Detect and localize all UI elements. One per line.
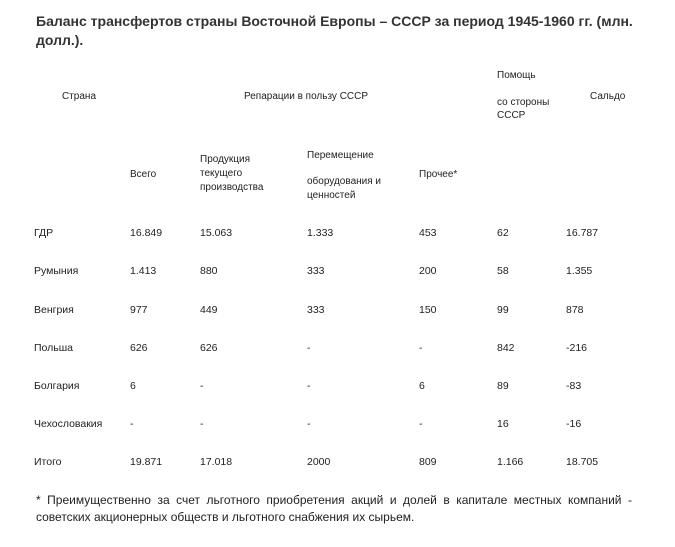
cell-total: 19.871 [130, 456, 163, 468]
cell-other: - [419, 418, 423, 430]
cell-relocation: 333 [307, 304, 325, 316]
footnote: * Преимущественно за счет льготного приобретения акций и долей в капитале местных компаний - советских акционерных обществ и льготного снабжения их сырьем. [36, 493, 632, 524]
cell-total: 977 [130, 304, 148, 316]
cell-country: Чехословакия [34, 418, 103, 430]
header-reparations: Репарации в пользу СССР [244, 91, 369, 102]
cell-country: ГДР [34, 227, 54, 239]
header-production-line1: Продукция [200, 154, 251, 165]
header-aid-line3: СССР [497, 110, 526, 121]
cell-other: 6 [419, 380, 425, 392]
cell-production: 449 [200, 304, 218, 316]
cell-production: 626 [200, 342, 218, 354]
cell-total: 6 [130, 380, 136, 392]
header-aid-line1: Помощь [497, 70, 536, 81]
cell-relocation: - [307, 342, 311, 354]
cell-total: 626 [130, 342, 148, 354]
cell-other: 809 [419, 456, 437, 468]
cell-other: 150 [419, 304, 437, 316]
header-total: Всего [130, 169, 157, 180]
cell-other: - [419, 342, 423, 354]
header-relocation-line2: оборудования и [307, 176, 382, 187]
cell-aid: 842 [497, 342, 515, 354]
cell-relocation: 1.333 [307, 227, 334, 239]
header-balance: Сальдо [590, 91, 626, 102]
cell-country: Румыния [34, 265, 79, 277]
cell-balance: 18.705 [566, 456, 599, 468]
header-relocation-line1: Перемещение [307, 150, 374, 161]
cell-total: - [130, 418, 134, 430]
cell-relocation: 2000 [307, 456, 331, 468]
cell-aid: 16 [497, 418, 509, 430]
cell-aid: 1.166 [497, 456, 524, 468]
header-production-line2: текущего [200, 168, 243, 179]
cell-aid: 99 [497, 304, 509, 316]
document-title: Баланс трансфертов страны Восточной Европы – СССР за период 1945-1960 гг. (млн. долл.). [36, 13, 633, 48]
header-other: Прочее* [419, 169, 458, 180]
cell-production: 880 [200, 265, 218, 277]
cell-balance: -83 [566, 380, 582, 392]
header-aid-line2: со стороны [497, 97, 550, 108]
cell-aid: 58 [497, 265, 509, 277]
header-country: Страна [62, 91, 97, 102]
header-production-line3: производства [200, 182, 264, 193]
cell-other: 200 [419, 265, 437, 277]
cell-balance: 16.787 [566, 227, 599, 239]
cell-country: Болгария [34, 380, 80, 392]
cell-relocation: 333 [307, 265, 325, 277]
cell-production: - [200, 418, 204, 430]
cell-other: 453 [419, 227, 437, 239]
cell-balance: 878 [566, 304, 584, 316]
cell-production: 15.063 [200, 227, 233, 239]
cell-country: Польша [34, 342, 74, 354]
cell-relocation: - [307, 380, 311, 392]
cell-balance: -216 [566, 342, 588, 354]
cell-aid: 62 [497, 227, 509, 239]
cell-total: 1.413 [130, 265, 157, 277]
header-relocation-line3: ценностей [307, 190, 356, 201]
cell-country: Венгрия [34, 304, 74, 316]
cell-production: 17.018 [200, 456, 233, 468]
cell-relocation: - [307, 418, 311, 430]
cell-balance: -16 [566, 418, 582, 430]
cell-balance: 1.355 [566, 265, 593, 277]
cell-total: 16.849 [130, 227, 163, 239]
cell-aid: 89 [497, 380, 509, 392]
cell-country: Итого [34, 456, 62, 468]
cell-production: - [200, 380, 204, 392]
